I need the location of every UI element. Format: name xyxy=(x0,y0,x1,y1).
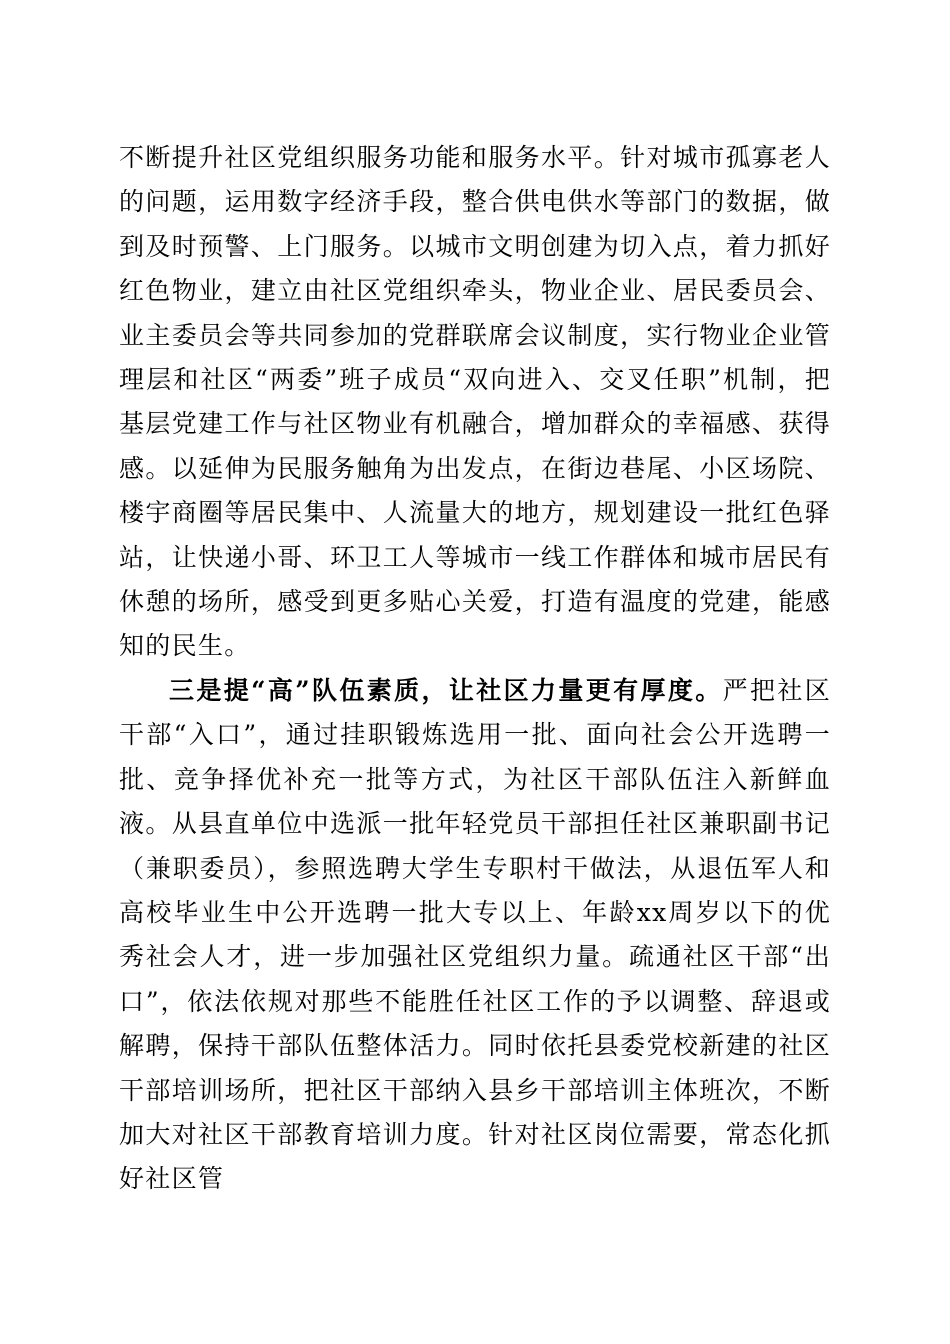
paragraph-community-service xyxy=(119,136,831,669)
document-body xyxy=(119,136,831,1202)
paragraph-text: 严把社区干部“入口”，通过挂职锻炼选用一批、面向社会公开选聘一批、竞争择优补充一批等方式，为社区干部队伍注入新鲜血液。从县直单位中选派一批年轻党员干部担任社区兼职副书记（兼职委员），参照选聘大学生专职村干做法，从退伍军人和高校毕业生中公开选聘一批大专以上、年龄xx周岁以下的优秀社会人才，进一步加强社区党组织力量。疏通社区干部“出口”，依法依规对那些不能胜任社区工作的予以调整、辞退或解聘，保持干部队伍整体活力。同时依托县委党校新建的社区干部培训场所，把社区干部纳入县乡干部培训主体班次，不断加大对社区干部教育培训力度。针对社区岗位需要，常态化抓好社区管 xyxy=(119,675,832,1194)
paragraph-team-quality xyxy=(119,669,831,1202)
paragraph-text: 不断提升社区党组织服务功能和服务水平。针对城市孤寡老人的问题，运用数字经济手段，整合供电供水等部门的数据，做到及时预警、上门服务。以城市文明创建为切入点，着力抓好红色物业，建立由社区党组织牵头，物业企业、居民委员会、业主委员会等共同参加的党群联席会议制度，实行物业企业管理层和社区“两委”班子成员“双向进入、交叉任职”机制，把基层党建工作与社区物业有机融合，增加群众的幸福感、获得感。以延伸为民服务触角为出发点，在街边巷尾、小区场院、楼宇商圈等居民集中、人流量大的地方，规划建设一批红色驿站，让快递小哥、环卫工人等城市一线工作群体和城市居民有休憩的场所，感受到更多贴心关爱，打造有温度的党建，能感知的民生。 xyxy=(119,143,831,661)
paragraph-lead-heading: 三是提“高”队伍素质，让社区力量更有厚度。 xyxy=(169,675,723,705)
